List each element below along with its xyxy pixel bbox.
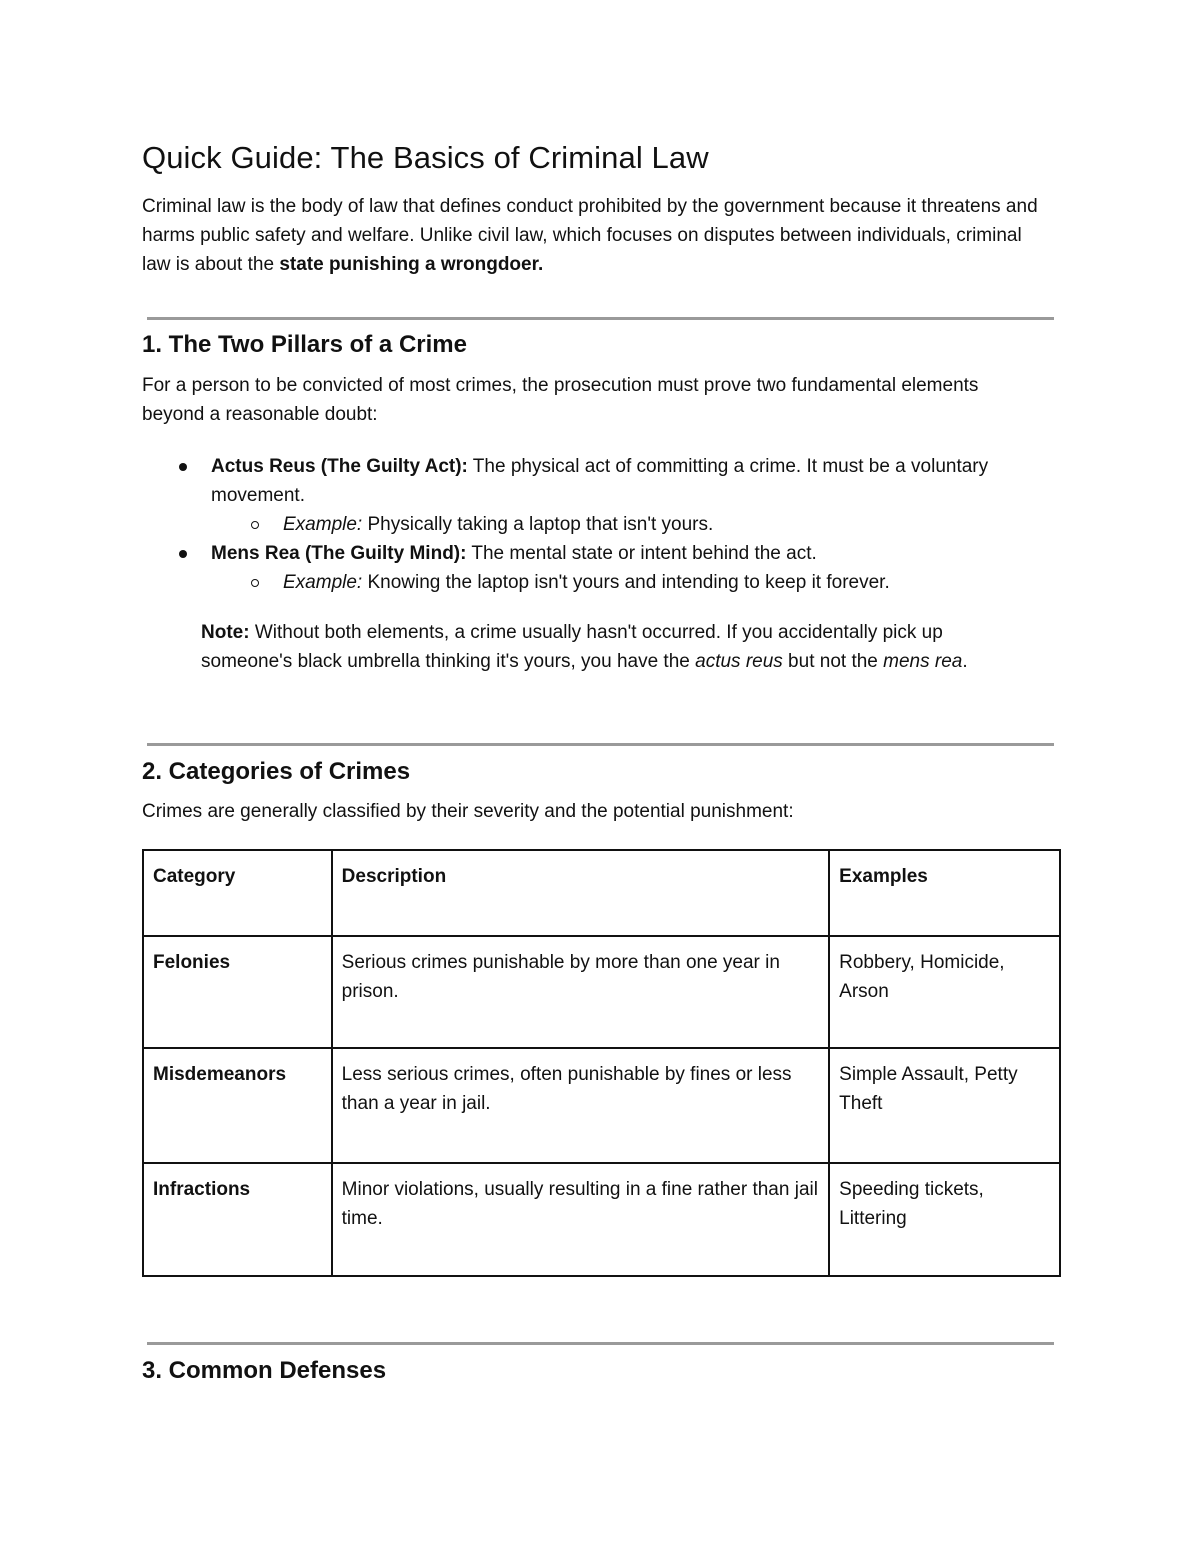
intro-paragraph	[142, 192, 1042, 279]
section-2-intro: Crimes are generally classified by their severity and the potential punishment:	[142, 801, 794, 822]
section-1-heading: 1. The Two Pillars of a Crime	[142, 331, 467, 358]
table-cell-examples: Speeding tickets, Littering	[829, 1163, 1060, 1276]
table-row	[143, 1048, 1060, 1163]
section-3-heading: 3. Common Defenses	[142, 1357, 387, 1384]
term-actus-reus: Actus Reus (The Guilty Act):	[211, 456, 468, 477]
intro-text: Criminal law is the body of law that defines conduct prohibited by the government because it threatens and harms public safety and welfare. Unlike civil law, which focuses on disputes between individuals, criminal law is about the	[142, 196, 1038, 275]
table-cell-description: Less serious crimes, often punishable by fines or less than a year in jail.	[332, 1048, 829, 1163]
crime-categories-table	[142, 849, 1061, 1277]
note-italic-mens-rea: mens rea	[883, 651, 963, 672]
section-2-heading: 2. Categories of Crimes	[142, 758, 411, 785]
sub-item-actus-reus-example	[142, 510, 1043, 539]
table-header-cell: Examples	[829, 850, 1060, 936]
list-item-actus-reus	[142, 452, 1011, 510]
intro-bold-text: state punishing a wrongdoer.	[279, 254, 544, 275]
sub-item-mens-rea-example	[142, 568, 1043, 597]
table-row	[143, 1163, 1060, 1276]
divider-1	[147, 317, 1054, 320]
mens-rea-description: The mental state or intent behind the act.	[466, 543, 817, 564]
divider-3	[147, 1342, 1054, 1345]
table-cell-examples: Robbery, Homicide, Arson	[829, 936, 1060, 1048]
pillars-list	[142, 452, 1042, 597]
note-italic-actus-reus: actus reus	[695, 651, 783, 672]
note-paragraph	[201, 618, 991, 676]
term-mens-rea: Mens Rea (The Guilty Mind):	[211, 543, 467, 564]
table-cell-category: Felonies	[143, 936, 332, 1048]
table-header-cell: Description	[332, 850, 829, 936]
actus-reus-description: The physical act of committing a crime. It must be a voluntary movement.	[211, 456, 989, 506]
divider-2	[147, 743, 1054, 746]
document-title: Quick Guide: The Basics of Criminal Law	[142, 140, 709, 175]
table-cell-category: Misdemeanors	[143, 1048, 332, 1163]
sub-bullet-icon	[251, 579, 259, 587]
note-text-1: Without both elements, a crime usually hasn't occurred. If you accidentally pick up someone's black umbrella thinking it's yours, you have the	[201, 622, 943, 672]
example-label: Example:	[283, 514, 363, 535]
list-item-mens-rea	[142, 539, 1011, 568]
section-1-intro: For a person to be convicted of most crimes, the prosecution must prove two fundamental elements beyond a reasonable doubt:	[142, 375, 979, 425]
table-header-cell: Category	[143, 850, 332, 936]
table-header-row	[143, 850, 1060, 936]
table-row	[143, 936, 1060, 1048]
sub-bullet-icon	[251, 521, 259, 529]
example-label: Example:	[283, 572, 363, 593]
actus-reus-example: Physically taking a laptop that isn't yours.	[362, 514, 714, 535]
note-text-3: .	[962, 651, 968, 672]
table-cell-category: Infractions	[143, 1163, 332, 1276]
table-cell-description: Serious crimes punishable by more than one year in prison.	[332, 936, 829, 1048]
bullet-icon	[179, 550, 187, 558]
note-label: Note:	[201, 622, 250, 643]
note-text-2: but not the	[782, 651, 884, 672]
bullet-icon	[179, 463, 187, 471]
mens-rea-example: Knowing the laptop isn't yours and intending to keep it forever.	[362, 572, 890, 593]
table-cell-examples: Simple Assault, Petty Theft	[829, 1048, 1060, 1163]
table-cell-description: Minor violations, usually resulting in a fine rather than jail time.	[332, 1163, 829, 1276]
